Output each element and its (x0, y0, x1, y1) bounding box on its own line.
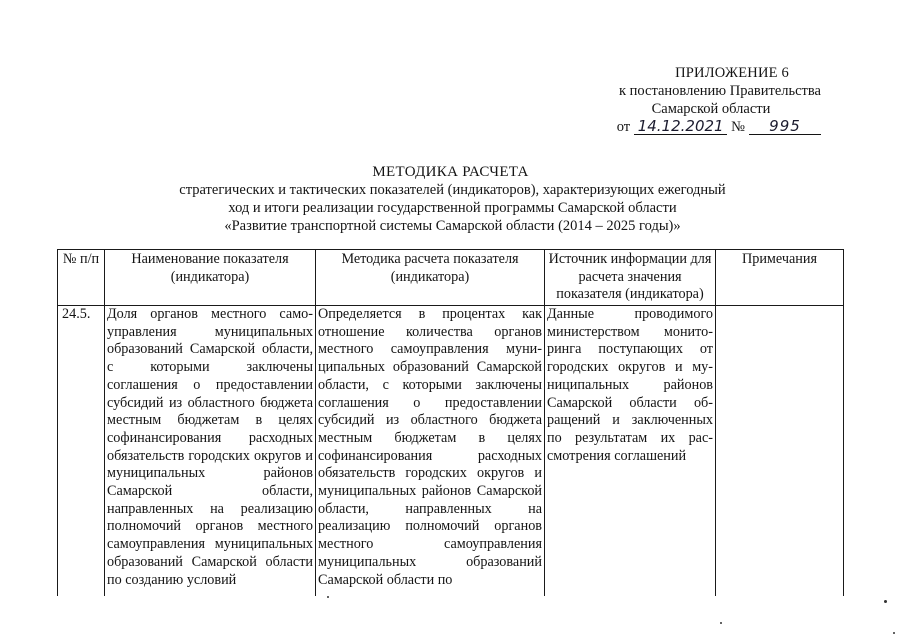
annex-line-2: Самарской области (651, 101, 771, 117)
row-number: 24.5. (58, 306, 105, 597)
header-indicator-name: Наименование показателя (индикатора) (105, 250, 316, 306)
row-indicator-name: Доля органов местного самоуправления муниципальных образований Самарской области, с которыми заключены соглашения о предоставлении субсидий из областного бюджета местным бюджетам в целях софинансирования расходных обязательств городских округов и муниципальных районов Самарской области, направленных на реализацию полномочий органов местного самоуправления муниципальных образований Самарской области по созданию условий (105, 306, 316, 597)
row-source: Данные проводимого министерством мониторинга поступающих от городских округов и муниципальных районов Самарской области обращений и заключенных по результатам их рассмотрения соглашений (545, 306, 716, 597)
document-heading (0, 163, 905, 235)
subtitle-line-2: ход и итоги реализации государственной программы Самарской области (228, 200, 677, 216)
header-notes: Примечания (716, 250, 844, 306)
handwritten-number: 995 (749, 118, 821, 135)
table-row (58, 306, 844, 597)
date-prefix: от (616, 119, 631, 135)
document-title: МЕТОДИКА РАСЧЕТА (372, 164, 529, 180)
header-method: Методика расчета показателя (индикатора) (316, 250, 545, 306)
subtitle-line-3: «Развитие транспортной системы Самарской области (2014 – 2025 годы)» (224, 218, 681, 234)
header-number: № п/п (58, 250, 105, 306)
annex-date-number-line (601, 118, 821, 136)
row-notes (716, 306, 844, 597)
annex-block (601, 64, 821, 136)
number-sign: № (731, 119, 745, 135)
annex-line-1: к постановлению Правительства (619, 83, 821, 99)
subtitle-line-1: стратегических и тактических показателей (индикаторов), характеризующих ежегодный (179, 182, 726, 198)
header-source: Источник информации для расчета значения показателя (индикатора) (545, 250, 716, 306)
methodology-table (57, 249, 844, 596)
annex-title: ПРИЛОЖЕНИЕ 6 (675, 65, 789, 81)
handwritten-date: 14.12.2021 (634, 118, 727, 135)
table-header-row (58, 250, 844, 306)
row-method: Определяется в процентах как отношение количества органов местного самоуправления муниципальных образований Самарской области, с которыми заключены соглашения о предоставлении субсидий из областного бюджета местным бюджетам в целях софинансирования расходных обязательств городских округов и муниципальных районов Самарской области, направленных на реализацию полномочий органов местного самоуправления муниципальных образований Самарской области по (316, 306, 545, 597)
